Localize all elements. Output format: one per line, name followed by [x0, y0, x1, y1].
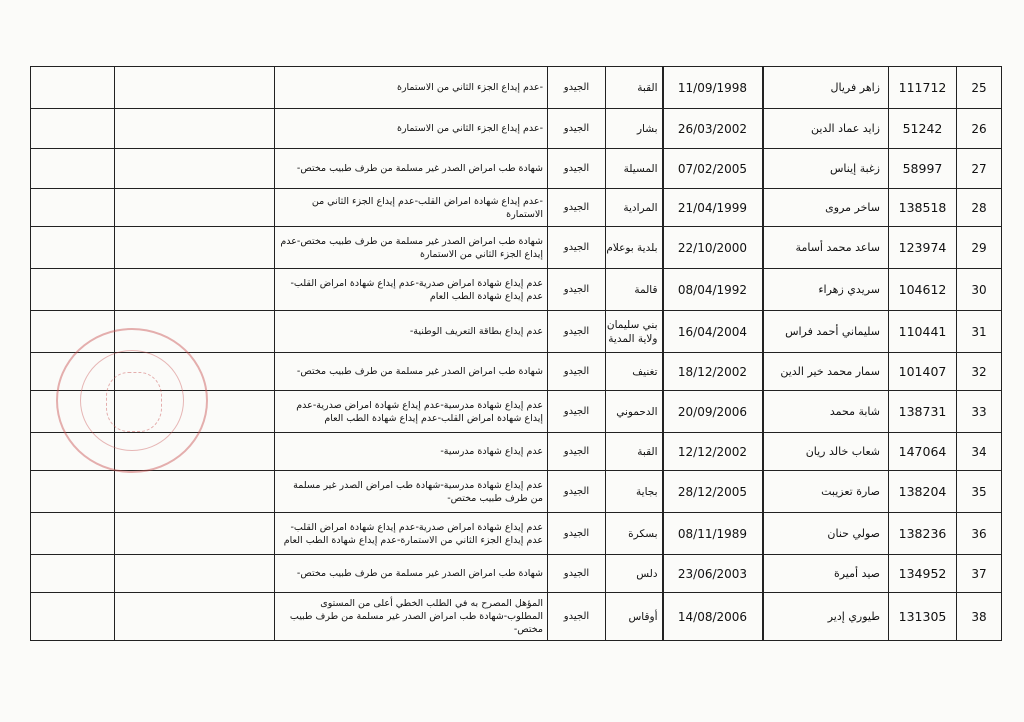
- remark-cell: [31, 149, 115, 189]
- birthplace-cell: بلدية بوعلام: [606, 227, 663, 269]
- birthplace-cell: بني سليمان ولاية المدية: [606, 311, 663, 353]
- discipline-cell: الجيدو: [548, 269, 606, 311]
- birthdate-cell: 18/12/2002: [663, 353, 763, 391]
- remark-cell: [31, 189, 115, 227]
- id-cell: 104612: [889, 269, 957, 311]
- id-cell: 138518: [889, 189, 957, 227]
- table-row: [31, 433, 1002, 471]
- remark-cell: [31, 555, 115, 593]
- remark-cell: [31, 593, 115, 641]
- notes-cell: [115, 227, 275, 269]
- reason-cell: عدم إيداع بطاقة التعريف الوطنية-: [275, 311, 548, 353]
- row-number-cell: 38: [957, 593, 1002, 641]
- notes-cell: [115, 189, 275, 227]
- notes-cell: [115, 513, 275, 555]
- remark-cell: [31, 67, 115, 109]
- table-row: [31, 227, 1002, 269]
- name-cell: زايد عماد الدين: [763, 109, 889, 149]
- row-number-cell: 27: [957, 149, 1002, 189]
- birthplace-cell: الدحموني: [606, 391, 663, 433]
- birthdate-cell: 22/10/2000: [663, 227, 763, 269]
- birthplace-cell: بجاية: [606, 471, 663, 513]
- birthdate-cell: 12/12/2002: [663, 433, 763, 471]
- reason-cell: -عدم إيداع شهادة امراض القلب-عدم إيداع الجزء الثاني من الاستمارة: [275, 189, 548, 227]
- table-row: [31, 67, 1002, 109]
- row-number-cell: 28: [957, 189, 1002, 227]
- discipline-cell: الجيدو: [548, 513, 606, 555]
- name-cell: سريدي زهراء: [763, 269, 889, 311]
- name-cell: صيد أميرة: [763, 555, 889, 593]
- birthplace-cell: المسيلة: [606, 149, 663, 189]
- reason-cell: عدم إيداع شهادة مدرسية-: [275, 433, 548, 471]
- discipline-cell: الجيدو: [548, 189, 606, 227]
- birthdate-cell: 23/06/2003: [663, 555, 763, 593]
- discipline-cell: الجيدو: [548, 67, 606, 109]
- table-row: [31, 513, 1002, 555]
- name-cell: زاهر فريال: [763, 67, 889, 109]
- reason-cell: عدم إيداع شهادة مدرسية-عدم إيداع شهادة امراض صدرية-عدم إيداع شهادة امراض القلب-عدم إيداع شهادة الطب العام: [275, 391, 548, 433]
- table-row: [31, 269, 1002, 311]
- row-number-cell: 31: [957, 311, 1002, 353]
- row-number-cell: 26: [957, 109, 1002, 149]
- row-number-cell: 35: [957, 471, 1002, 513]
- notes-cell: [115, 433, 275, 471]
- name-cell: صارة تعزيبت: [763, 471, 889, 513]
- row-number-cell: 32: [957, 353, 1002, 391]
- id-cell: 138204: [889, 471, 957, 513]
- id-cell: 111712: [889, 67, 957, 109]
- table-row: [31, 189, 1002, 227]
- discipline-cell: الجيدو: [548, 555, 606, 593]
- table-row: [31, 353, 1002, 391]
- id-cell: 138236: [889, 513, 957, 555]
- results-table: [30, 66, 1002, 641]
- birthdate-cell: 28/12/2005: [663, 471, 763, 513]
- birthdate-cell: 08/04/1992: [663, 269, 763, 311]
- reason-cell: شهادة طب امراض الصدر غير مسلمة من طرف طبيب مختص-عدم إيداع الجزء الثاني من الاستمارة: [275, 227, 548, 269]
- discipline-cell: الجيدو: [548, 109, 606, 149]
- remark-cell: [31, 269, 115, 311]
- birthplace-cell: القبة: [606, 433, 663, 471]
- name-cell: زغبة إيناس: [763, 149, 889, 189]
- id-cell: 123974: [889, 227, 957, 269]
- id-cell: 51242: [889, 109, 957, 149]
- name-cell: ساخر مروى: [763, 189, 889, 227]
- row-number-cell: 29: [957, 227, 1002, 269]
- birthplace-cell: القبة: [606, 67, 663, 109]
- name-cell: ساعد محمد أسامة: [763, 227, 889, 269]
- remark-cell: [31, 513, 115, 555]
- reason-cell: عدم إيداع شهادة امراض صدرية-عدم إيداع شهادة امراض القلب-عدم إيداع الجزء الثاني من الاستمارة-عدم إيداع شهادة الطب العام: [275, 513, 548, 555]
- birthdate-cell: 21/04/1999: [663, 189, 763, 227]
- reason-cell: شهادة طب امراض الصدر غير مسلمة من طرف طبيب مختص-: [275, 149, 548, 189]
- table-row: [31, 555, 1002, 593]
- birthplace-cell: بشار: [606, 109, 663, 149]
- birthdate-cell: 16/04/2004: [663, 311, 763, 353]
- id-cell: 101407: [889, 353, 957, 391]
- name-cell: شعاب خالد ريان: [763, 433, 889, 471]
- birthplace-cell: قالمة: [606, 269, 663, 311]
- notes-cell: [115, 269, 275, 311]
- remark-cell: [31, 471, 115, 513]
- notes-cell: [115, 555, 275, 593]
- table-row: [31, 109, 1002, 149]
- reason-cell: عدم إيداع شهادة مدرسية-شهادة طب امراض الصدر غير مسلمة من طرف طبيب مختص-: [275, 471, 548, 513]
- discipline-cell: الجيدو: [548, 433, 606, 471]
- reason-cell: شهادة طب امراض الصدر غير مسلمة من طرف طبيب مختص-: [275, 555, 548, 593]
- notes-cell: [115, 149, 275, 189]
- id-cell: 147064: [889, 433, 957, 471]
- discipline-cell: الجيدو: [548, 311, 606, 353]
- id-cell: 110441: [889, 311, 957, 353]
- row-number-cell: 37: [957, 555, 1002, 593]
- table-body: [31, 67, 1002, 641]
- remark-cell: [31, 391, 115, 433]
- discipline-cell: الجيدو: [548, 593, 606, 641]
- table-row: [31, 149, 1002, 189]
- table-row: [31, 391, 1002, 433]
- notes-cell: [115, 353, 275, 391]
- notes-cell: [115, 593, 275, 641]
- id-cell: 134952: [889, 555, 957, 593]
- notes-cell: [115, 311, 275, 353]
- birthdate-cell: 26/03/2002: [663, 109, 763, 149]
- row-number-cell: 25: [957, 67, 1002, 109]
- birthdate-cell: 20/09/2006: [663, 391, 763, 433]
- notes-cell: [115, 67, 275, 109]
- birthdate-cell: 14/08/2006: [663, 593, 763, 641]
- reason-cell: شهادة طب امراض الصدر غير مسلمة من طرف طبيب مختص-: [275, 353, 548, 391]
- discipline-cell: الجيدو: [548, 227, 606, 269]
- table-row: [31, 593, 1002, 641]
- remark-cell: [31, 109, 115, 149]
- id-cell: 58997: [889, 149, 957, 189]
- birthdate-cell: 07/02/2005: [663, 149, 763, 189]
- name-cell: سليماني أحمد فراس: [763, 311, 889, 353]
- birthplace-cell: المرادية: [606, 189, 663, 227]
- remark-cell: [31, 227, 115, 269]
- birthdate-cell: 08/11/1989: [663, 513, 763, 555]
- name-cell: شابة محمد: [763, 391, 889, 433]
- row-number-cell: 30: [957, 269, 1002, 311]
- discipline-cell: الجيدو: [548, 149, 606, 189]
- notes-cell: [115, 471, 275, 513]
- birthplace-cell: أوقاس: [606, 593, 663, 641]
- birthplace-cell: تغنيف: [606, 353, 663, 391]
- table-row: [31, 471, 1002, 513]
- id-cell: 131305: [889, 593, 957, 641]
- reason-cell: -عدم إيداع الجزء الثاني من الاستمارة: [275, 67, 548, 109]
- row-number-cell: 33: [957, 391, 1002, 433]
- reason-cell: عدم إيداع شهادة امراض صدرية-عدم إيداع شهادة امراض القلب-عدم إيداع شهادة الطب العام: [275, 269, 548, 311]
- remark-cell: [31, 433, 115, 471]
- results-table-container: [30, 66, 1001, 641]
- id-cell: 138731: [889, 391, 957, 433]
- remark-cell: [31, 353, 115, 391]
- discipline-cell: الجيدو: [548, 353, 606, 391]
- name-cell: صولي حنان: [763, 513, 889, 555]
- reason-cell: -عدم إيداع الجزء الثاني من الاستمارة: [275, 109, 548, 149]
- remark-cell: [31, 311, 115, 353]
- birthplace-cell: بسكرة: [606, 513, 663, 555]
- discipline-cell: الجيدو: [548, 471, 606, 513]
- table-row: [31, 311, 1002, 353]
- notes-cell: [115, 109, 275, 149]
- discipline-cell: الجيدو: [548, 391, 606, 433]
- name-cell: طيوري إدير: [763, 593, 889, 641]
- row-number-cell: 34: [957, 433, 1002, 471]
- name-cell: سمار محمد خير الدين: [763, 353, 889, 391]
- notes-cell: [115, 391, 275, 433]
- birthdate-cell: 11/09/1998: [663, 67, 763, 109]
- birthplace-cell: دلس: [606, 555, 663, 593]
- row-number-cell: 36: [957, 513, 1002, 555]
- reason-cell: المؤهل المصرح به في الطلب الخطي أعلى من المستوى المطلوب-شهادة طب امراض الصدر غير مسلمة من طرف طبيب مختص-: [275, 593, 548, 641]
